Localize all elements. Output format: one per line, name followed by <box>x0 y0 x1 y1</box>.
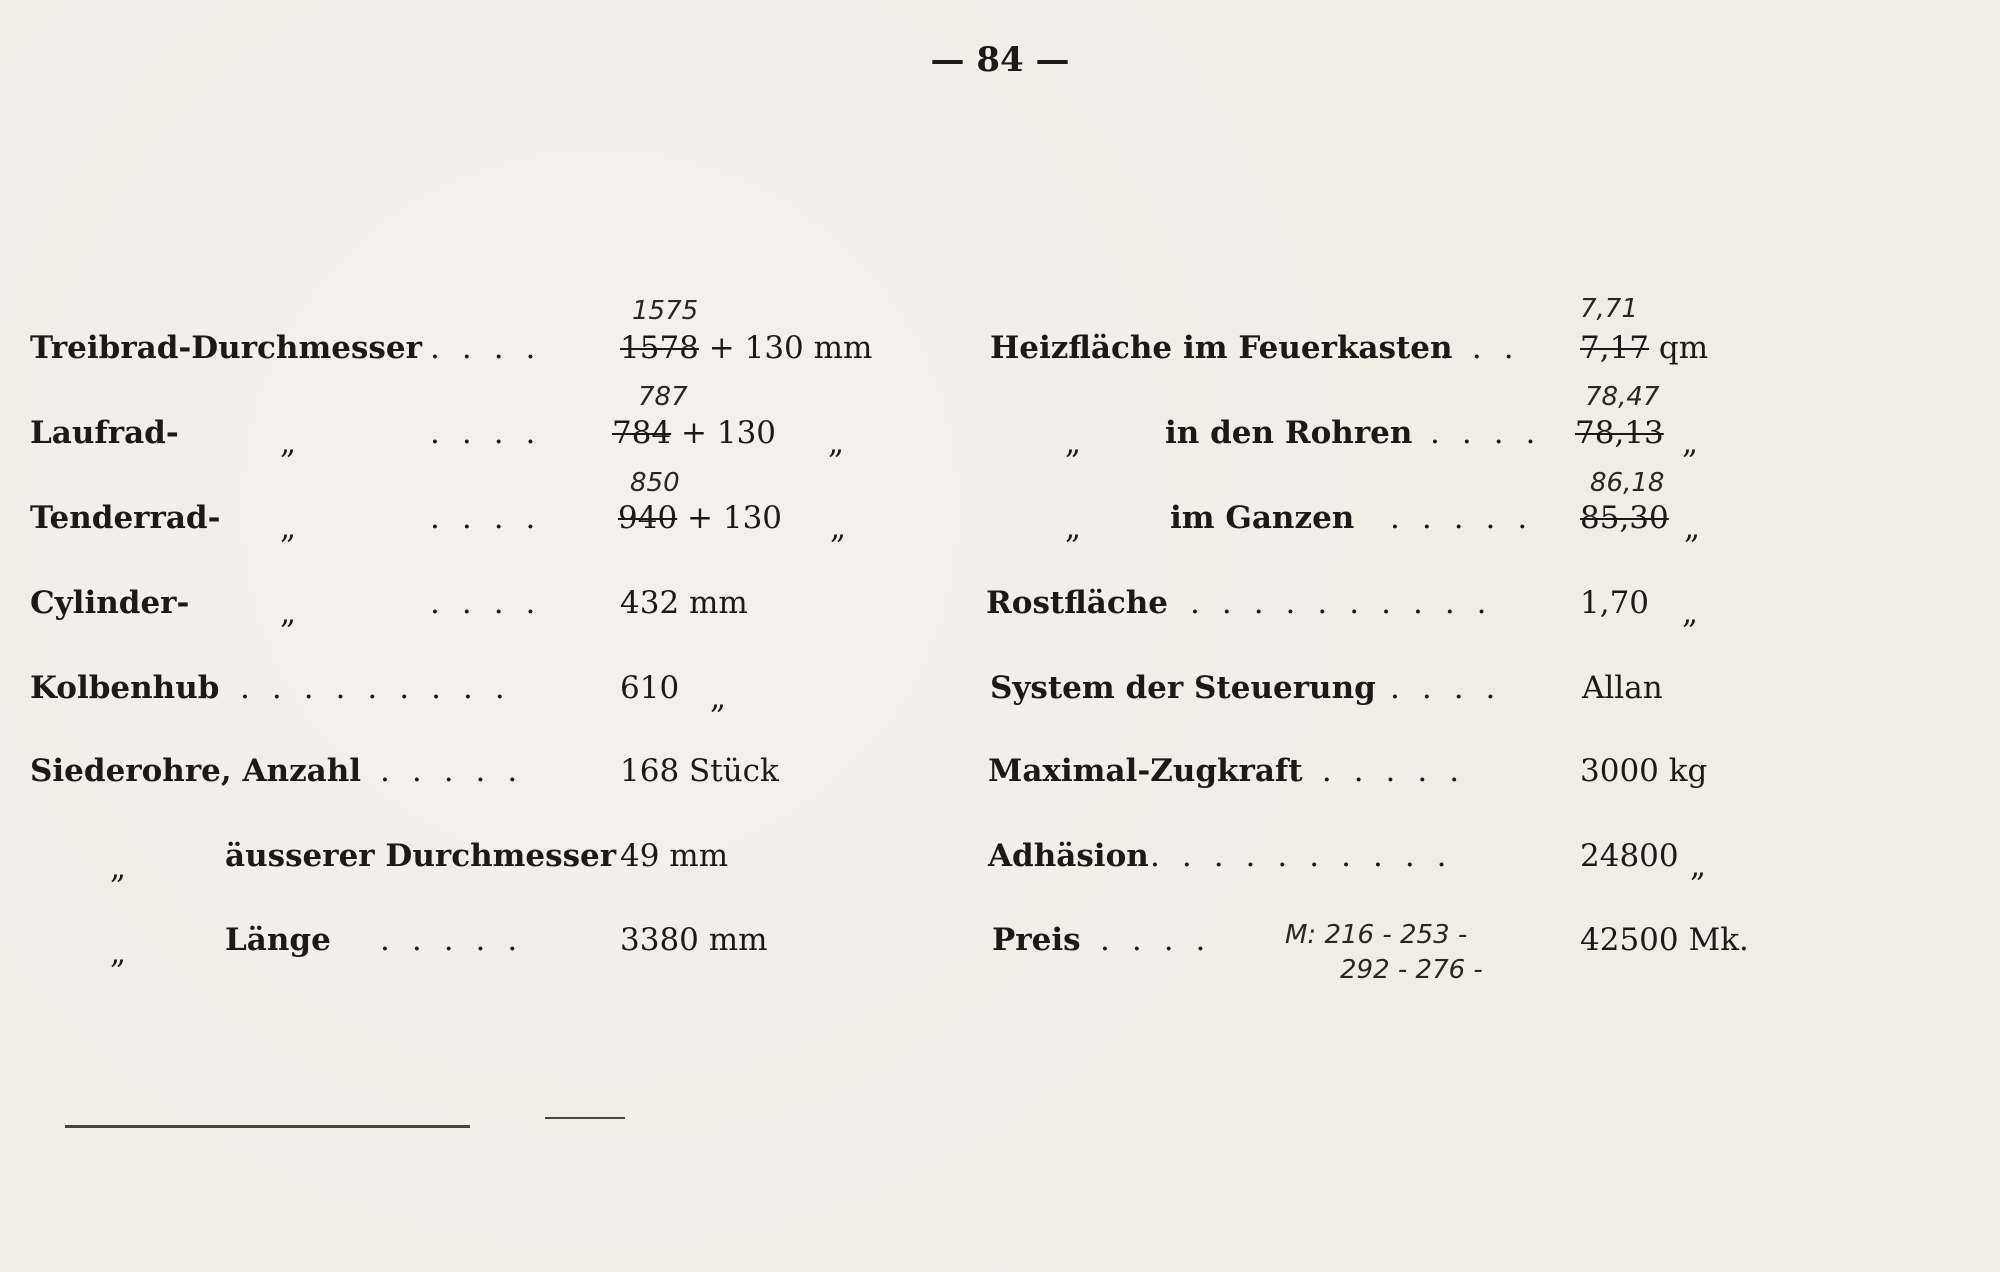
value-zugkraft: 3000 kg <box>1580 753 1708 789</box>
unit-ditto: „ <box>1682 425 1699 461</box>
leader-dots: ..... <box>380 753 540 789</box>
leader-dots: .......... <box>1190 585 1509 621</box>
leader-dots: .... <box>430 500 558 536</box>
leader-dots: .... <box>1390 670 1518 706</box>
handwritten-correction: 850 <box>630 468 680 498</box>
value-aeusserer-durchmesser: 49 mm <box>620 838 729 874</box>
ditto-mark: „ <box>110 935 127 971</box>
leader-dots: .... <box>1430 415 1558 451</box>
handwritten-note: M: 216 - 253 - <box>1285 920 1468 950</box>
handwritten-correction: 7,71 <box>1580 294 1638 324</box>
label-adhaesion: Adhäsion <box>988 838 1149 874</box>
unit-ditto: „ <box>1684 510 1701 546</box>
unit: qm <box>1658 330 1709 366</box>
label-im-ganzen: im Ganzen <box>1170 500 1355 536</box>
struck-value: 1578 <box>620 330 699 366</box>
value-kolbenhub: 610 <box>620 670 680 706</box>
page-number: — 84 — <box>930 40 1070 80</box>
leader-dots: .... <box>1100 922 1228 958</box>
value-cylinder: 432 mm <box>620 585 748 621</box>
value-rest: + 130 mm <box>708 330 873 366</box>
value-tenderrad <box>618 500 782 536</box>
unit-ditto: „ <box>1690 848 1707 884</box>
leader-dots: ..... <box>380 922 540 958</box>
struck-value: 85,30 <box>1580 500 1669 536</box>
struck-value: 7,17 <box>1580 330 1650 366</box>
handwritten-correction: 1575 <box>632 296 699 326</box>
value-treibrad <box>620 330 872 366</box>
value-feuerkasten <box>1580 330 1708 366</box>
leader-dots: .... <box>430 415 558 451</box>
handwritten-correction: 787 <box>638 382 688 412</box>
divider-rule <box>65 1125 470 1128</box>
handwritten-note: 292 - 276 - <box>1340 955 1483 985</box>
label-treibrad: Treibrad-Durchmesser <box>30 330 422 366</box>
leader-dots: ..... <box>1390 500 1550 536</box>
label-cylinder: Cylinder- <box>30 585 190 621</box>
unit-ditto: „ <box>710 680 727 716</box>
label-steuerung: System der Steuerung <box>990 670 1376 706</box>
struck-value: 940 <box>618 500 678 536</box>
ditto-mark: „ <box>110 850 127 886</box>
value-rest: + 130 <box>681 415 777 451</box>
ditto-mark: „ <box>1065 425 1082 461</box>
unit-ditto: „ <box>1682 595 1699 631</box>
value-laufrad <box>612 415 776 451</box>
ditto-mark: „ <box>280 595 297 631</box>
label-tenderrad: Tenderrad- <box>30 500 221 536</box>
ditto-mark: „ <box>1065 510 1082 546</box>
value-siederohre: 168 Stück <box>620 753 779 789</box>
value-rostflaeche: 1,70 <box>1580 585 1650 621</box>
leader-dots: ... <box>1440 330 1536 366</box>
divider-rule <box>545 1117 625 1119</box>
unit-ditto: „ <box>830 510 847 546</box>
value-adhaesion: 24800 <box>1580 838 1679 874</box>
label-in-den-rohren: in den Rohren <box>1165 415 1413 451</box>
label-aeusserer-durchmesser: äusserer Durchmesser <box>225 838 617 874</box>
leader-dots: .... <box>430 330 558 366</box>
value-rohren <box>1575 415 1664 451</box>
value-im-ganzen <box>1580 500 1669 536</box>
value-laenge: 3380 mm <box>620 922 768 958</box>
struck-value: 784 <box>612 415 672 451</box>
handwritten-correction: 78,47 <box>1585 382 1660 412</box>
label-heizflaeche-feuerkasten: Heizfläche im Feuerkasten <box>990 330 1453 366</box>
value-preis: 42500 Mk. <box>1580 922 1749 958</box>
leader-dots: ......... <box>240 670 527 706</box>
value-rest: + 130 <box>687 500 783 536</box>
label-rostflaeche: Rostfläche <box>986 585 1168 621</box>
ditto-mark: „ <box>280 425 297 461</box>
ditto-mark: „ <box>280 510 297 546</box>
leader-dots: .... <box>430 585 558 621</box>
value-steuerung: Allan <box>1582 670 1663 706</box>
label-preis: Preis <box>992 922 1081 958</box>
label-siederohre: Siederohre, Anzahl <box>30 753 362 789</box>
leader-dots: .......... <box>1150 838 1469 874</box>
leader-dots: ...... <box>1290 753 1482 789</box>
label-laufrad: Laufrad- <box>30 415 179 451</box>
handwritten-correction: 86,18 <box>1590 468 1665 498</box>
label-kolbenhub: Kolbenhub <box>30 670 220 706</box>
unit-ditto: „ <box>828 425 845 461</box>
label-laenge: Länge <box>225 922 331 958</box>
struck-value: 78,13 <box>1575 415 1664 451</box>
label-zugkraft: Maximal-Zugkraft <box>988 753 1303 789</box>
